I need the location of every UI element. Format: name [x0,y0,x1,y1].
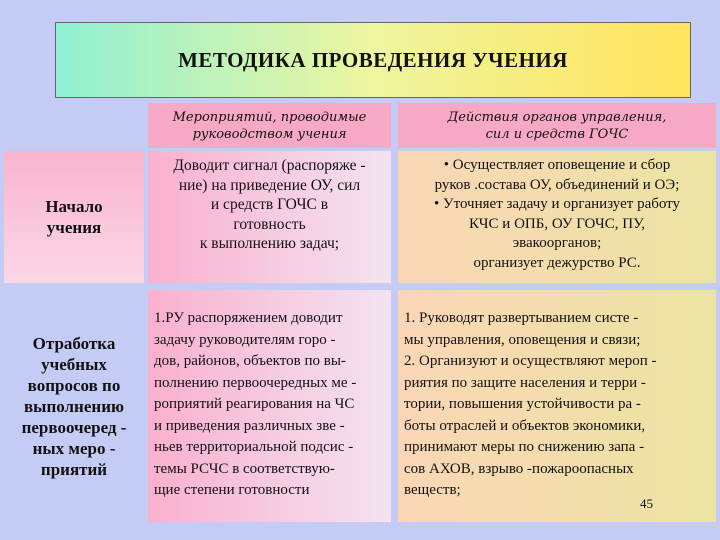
text-line: сов АХОВ, взрыво -пожароопасных [404,460,634,477]
text-line: • Осуществляет оповещение и сбор [443,157,671,173]
row-label-line: вопросов по [27,375,121,395]
row-label-practice [4,290,144,522]
header-actions [398,103,716,148]
title-banner [55,22,691,98]
row-label-line: ных меро - [32,438,116,458]
row2-actions [398,290,716,522]
page-number: 45 [640,496,653,511]
header-line: Мероприятий, проводимые [172,109,367,125]
row-label-line: Начало [45,197,103,216]
page-title: МЕТОДИКА ПРОВЕДЕНИЯ УЧЕНИЯ [178,47,568,72]
header-line: сил и средств ГОЧС [485,126,629,142]
header-activities [148,103,391,148]
text-line: руков .состава ОУ, объединений и ОЭ; [434,176,680,193]
text-line: • Уточняет задачу и организует работу [433,196,681,212]
text-line: 1. Руководят развертыванием систе - [404,310,639,326]
row1-activities [148,151,391,283]
text-line: и средств ГОЧС в [210,196,329,213]
text-line: задачу руководителям горо - [154,331,336,348]
text-line: дов, районов, объектов по вы- [154,353,346,369]
text-line: темы РСЧС в соответствую- [154,460,335,477]
text-line: риятия по защите населения и терри - [404,374,646,391]
text-line: к выполнению задач; [199,235,340,252]
row-label-line: учебных [41,354,107,374]
text-line: веществ; [404,482,461,498]
row-label-line: Отработка [32,333,116,353]
text-line: полнению первоочередных ме - [154,374,357,391]
header-line: Действия органов управления, [447,109,667,125]
row-label-line: учения [46,218,102,237]
text-line: Доводит сигнал (распоряже - [173,157,366,174]
text-line: боты отраслей и объектов экономики, [404,417,646,434]
text-line: эвакоорганов; [512,235,602,251]
text-line: роприятий реагирования на ЧС [154,396,355,412]
text-line: щие степени готовности [154,482,310,498]
text-line: готовность [233,215,306,233]
text-line: КЧС и ОПБ, ОУ ГОЧС, ПУ, [469,215,645,232]
row-label-line: приятий [40,459,108,479]
text-line: и приведения различных зве - [154,417,345,434]
text-line: ньев территориальной подсис - [154,439,354,455]
text-line: 1.РУ распоряжением доводит [154,310,343,326]
row-label-start [4,151,144,283]
text-line: ние) на приведение ОУ, сил [178,176,361,194]
text-line: принимают меры по снижению запа - [404,439,645,455]
text-line: мы управления, оповещения и связи; [404,331,641,348]
text-line: 2. Организуют и осуществляют мероп - [404,353,657,369]
text-line: тории, повышения устойчивости ра - [404,396,641,412]
row-label-line: первоочеред - [21,417,127,437]
row1-actions [398,151,716,283]
text-line: организует дежурство РС. [473,254,641,271]
row2-activities [148,290,391,522]
row-label-line: выполнению [24,396,124,416]
header-line: руководством учения [192,126,347,142]
